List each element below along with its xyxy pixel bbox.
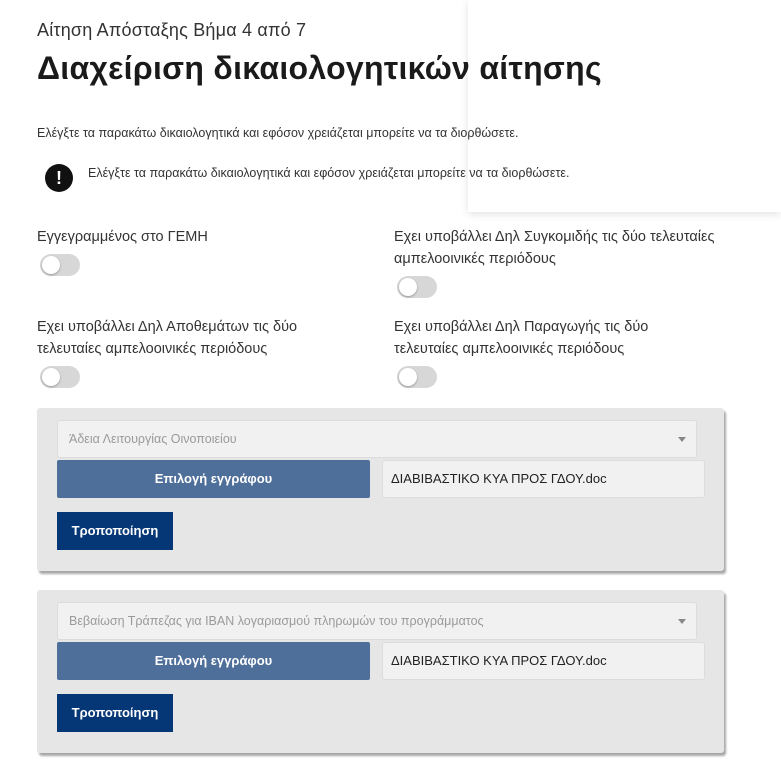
toggle-gemi[interactable]	[40, 254, 80, 276]
exclamation-icon: !	[45, 164, 73, 192]
select-value: Άδεια Λειτουργίας Οινοποιείου	[69, 432, 237, 446]
alert-text: Ελέγξτε τα παρακάτω δικαιολογητικά και εφόσον χρειάζεται μπορείτε να τα διορθώσετε.	[88, 166, 570, 180]
modify-button[interactable]: Τροποποίηση	[57, 694, 173, 732]
chevron-down-icon	[678, 619, 686, 624]
toggle-label-gemi: Εγγεγραμμένος στο ΓΕΜΗ	[37, 229, 208, 245]
file-name-field[interactable]: ΔΙΑΒΙΒΑΣΤΙΚΟ ΚΥΑ ΠΡΟΣ ΓΔΟΥ.doc	[382, 460, 705, 498]
modify-button[interactable]: Τροποποίηση	[57, 512, 173, 550]
step-indicator: Αίτηση Απόσταξης Βήμα 4 από 7	[37, 20, 307, 40]
choose-document-button[interactable]: Επιλογή εγγράφου	[57, 642, 370, 680]
toggle-knob	[42, 256, 60, 274]
page-title: Διαχείριση δικαιολογητικών αίτησης	[37, 50, 602, 86]
choose-document-button[interactable]: Επιλογή εγγράφου	[57, 460, 370, 498]
toggle-production[interactable]	[397, 366, 437, 388]
intro-text: Ελέγξτε τα παρακάτω δικαιολογητικά και εφόσον χρειάζεται μπορείτε να τα διορθώσετε.	[37, 126, 519, 140]
chevron-down-icon	[678, 437, 686, 442]
toggle-label-stock: Εχει υποβάλλει Δηλ Αποθεμάτων τις δύο τελευταίες αμπελοοινικές περιόδους	[37, 319, 298, 357]
document-type-select[interactable]	[57, 420, 697, 458]
toggle-stock[interactable]	[40, 366, 80, 388]
toggle-knob	[399, 368, 417, 386]
toggle-label-production: Εχει υποβάλλει Δηλ Παραγωγής τις δύο τελευταίες αμπελοοινικές περιόδους	[394, 319, 649, 357]
select-value: Βεβαίωση Τράπεζας για IBAN λογαριασμού πληρωμών του προγράμματος	[69, 614, 484, 628]
toggle-knob	[42, 368, 60, 386]
document-type-select[interactable]	[57, 602, 697, 640]
file-name-field[interactable]: ΔΙΑΒΙΒΑΣΤΙΚΟ ΚΥΑ ΠΡΟΣ ΓΔΟΥ.doc	[382, 642, 705, 680]
toggle-harvest[interactable]	[397, 276, 437, 298]
toggle-label-harvest: Εχει υποβάλλει Δηλ Συγκομιδής τις δύο τελευταίες αμπελοοινικές περιόδους	[394, 229, 715, 267]
toggle-knob	[399, 278, 417, 296]
document-card-license	[37, 408, 724, 571]
background-panel	[468, 0, 781, 212]
document-card-iban	[37, 590, 724, 753]
